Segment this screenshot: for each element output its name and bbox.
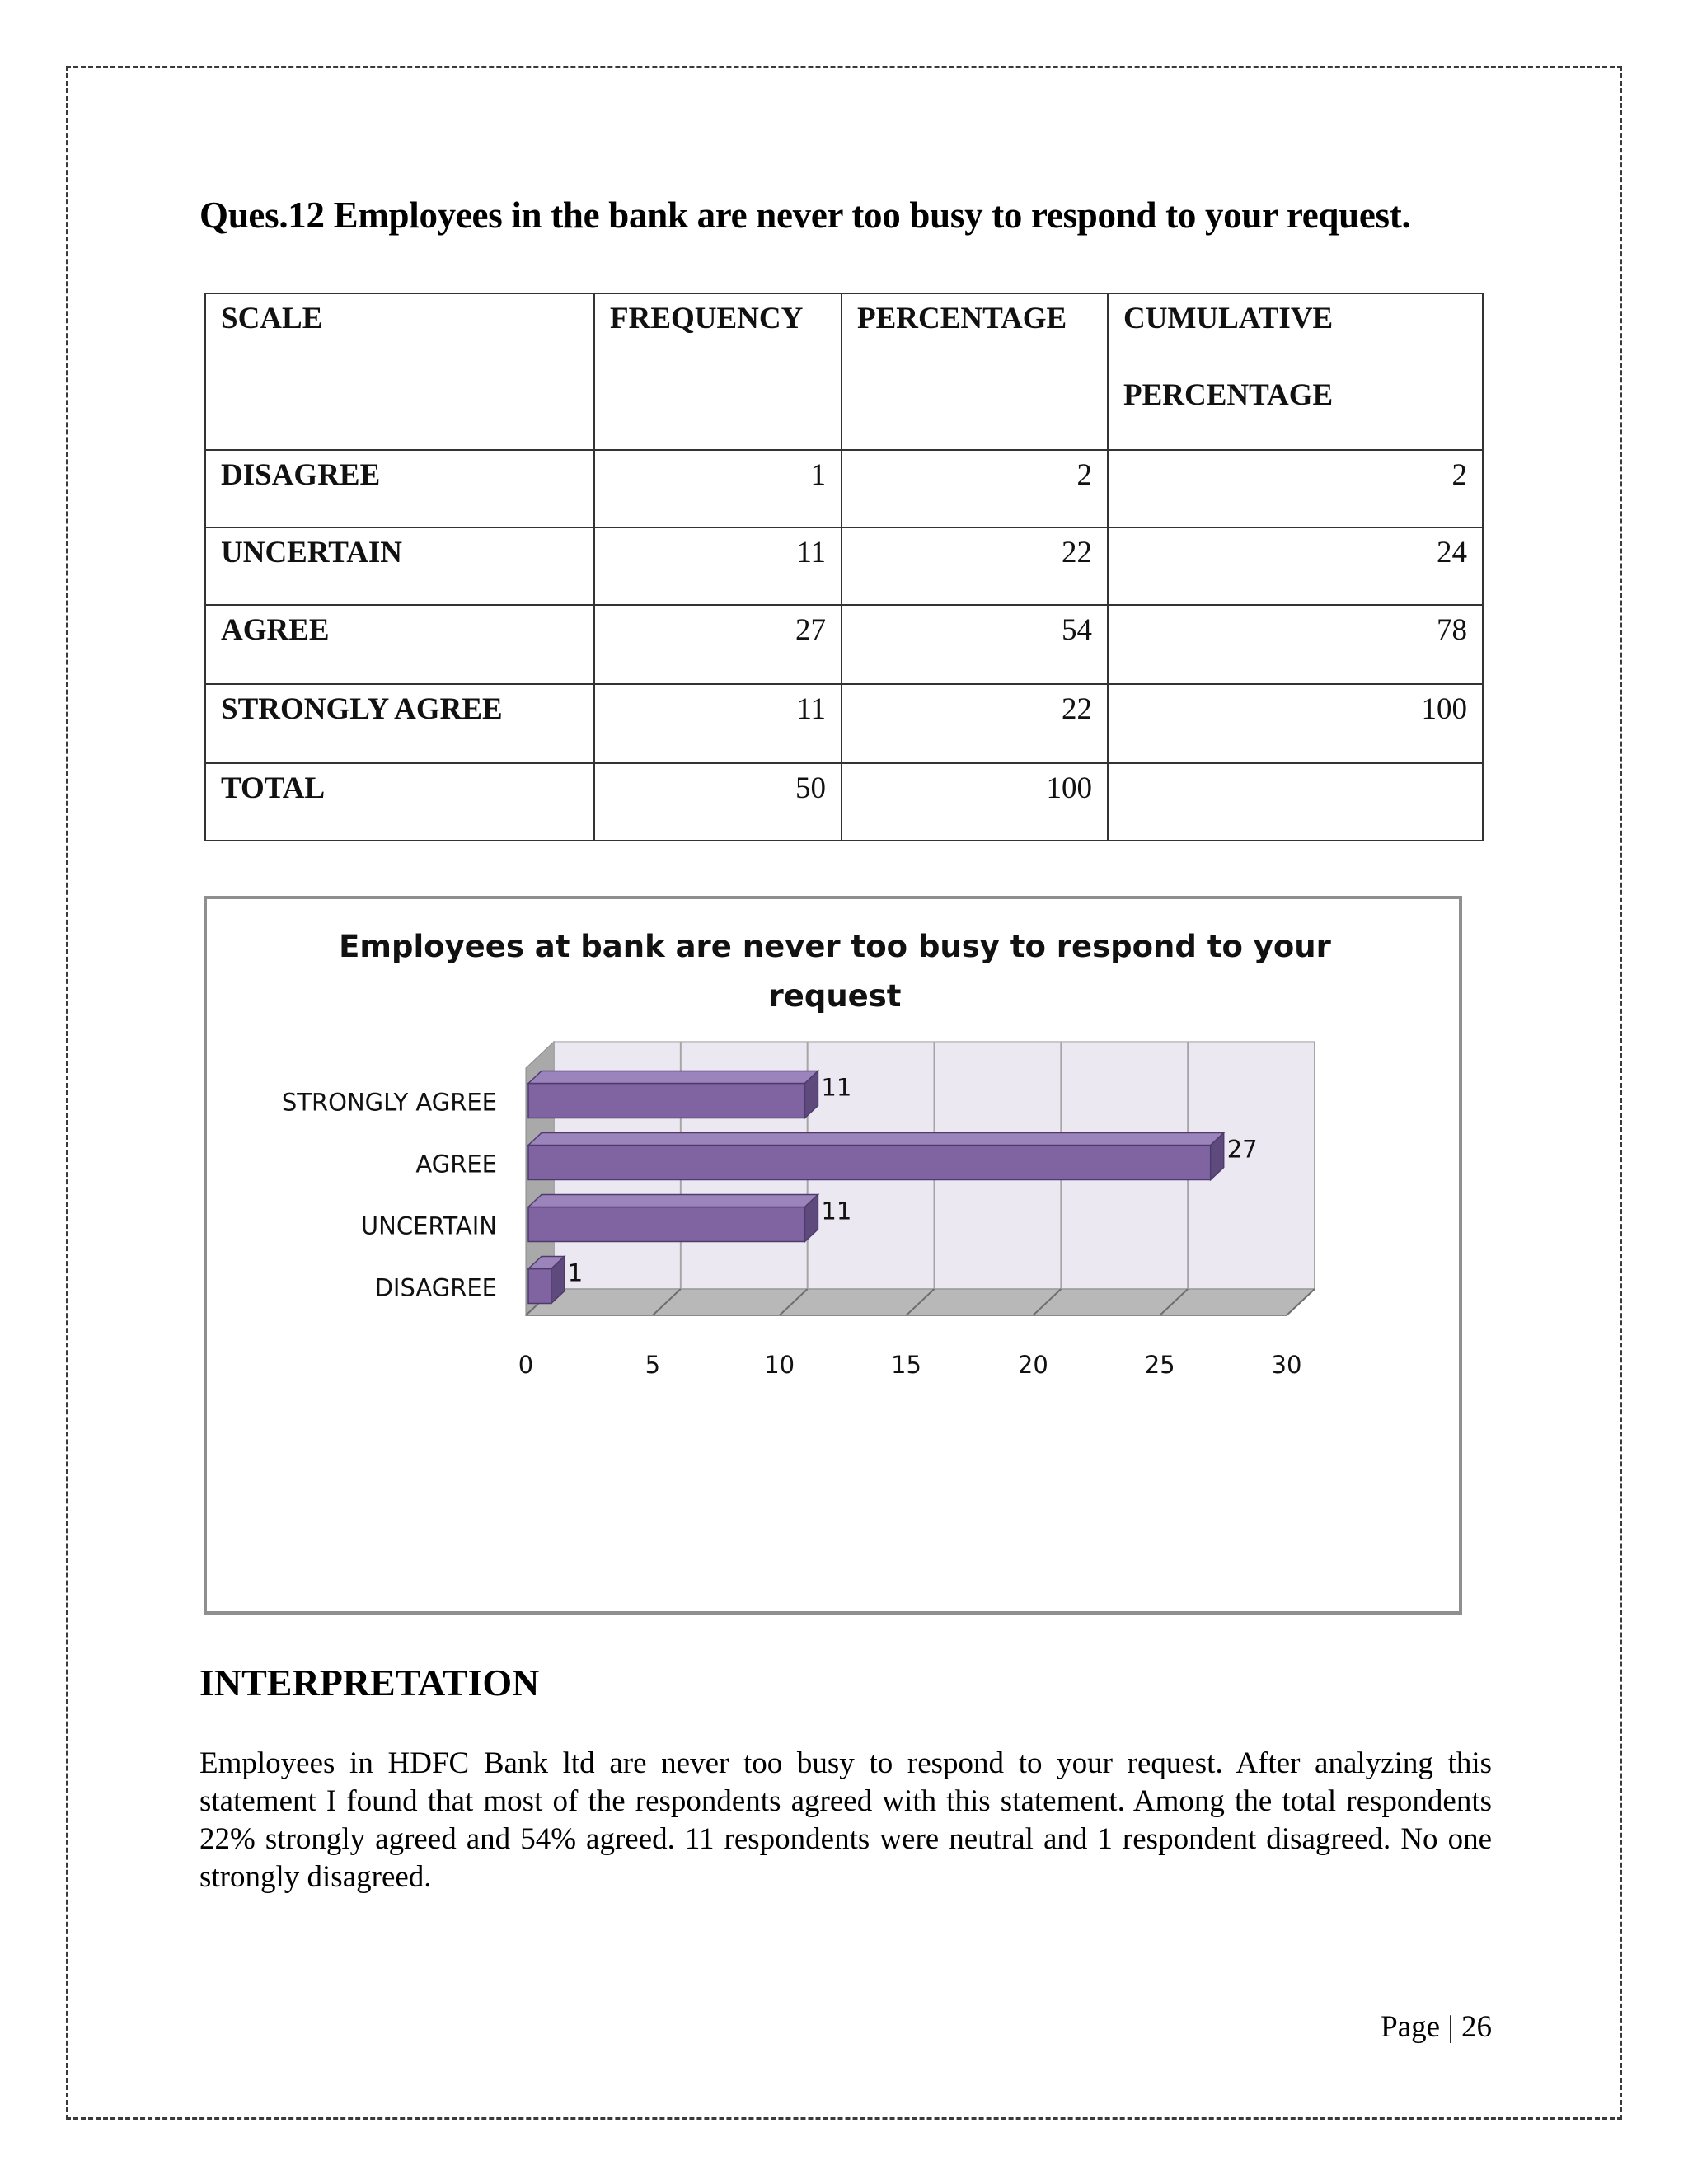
cell-frequency: 11 — [594, 684, 842, 763]
interpretation-heading: INTERPRETATION — [199, 1661, 540, 1704]
category-label: DISAGREE — [374, 1273, 497, 1302]
cell-percentage: 22 — [842, 527, 1108, 605]
bar-top-face — [528, 1071, 818, 1084]
page-number: Page | 26 — [1381, 2010, 1492, 2044]
x-tick-label: 25 — [1144, 1351, 1175, 1379]
bar — [528, 1146, 1211, 1180]
cell-frequency: 27 — [594, 605, 842, 684]
cell-frequency: 11 — [594, 527, 842, 605]
bar-data-label: 11 — [821, 1197, 852, 1226]
bar-data-label: 1 — [567, 1258, 584, 1287]
cell-frequency: 50 — [594, 763, 842, 841]
question-heading: Ques.12 Employees in the bank are never too busy to respond to your request. — [199, 194, 1411, 236]
header-percentage: PERCENTAGE — [842, 293, 1108, 450]
bar-top-face — [528, 1195, 818, 1207]
frequency-table — [204, 293, 1484, 841]
header-scale: SCALE — [205, 293, 594, 450]
x-tick-label: 20 — [1017, 1351, 1048, 1379]
chart-plot-area — [282, 1042, 1315, 1379]
table-row — [205, 605, 1483, 684]
category-label: UNCERTAIN — [360, 1212, 497, 1240]
cell-cumulative: 78 — [1108, 605, 1483, 684]
bar — [528, 1084, 804, 1118]
header-cumulative — [1108, 293, 1483, 450]
cell-scale: DISAGREE — [205, 450, 594, 527]
bar-top-face — [528, 1133, 1224, 1146]
bar — [528, 1269, 551, 1304]
cell-scale: STRONGLY AGREE — [205, 684, 594, 763]
bar — [528, 1207, 804, 1242]
cell-frequency: 1 — [594, 450, 842, 527]
table-row-total — [205, 763, 1483, 841]
cell-percentage: 100 — [842, 763, 1108, 841]
category-label: STRONGLY AGREE — [281, 1088, 497, 1117]
cell-scale: AGREE — [205, 605, 594, 684]
table-row — [205, 450, 1483, 527]
table-header-row — [205, 293, 1483, 450]
bar-chart — [204, 896, 1462, 1615]
cell-percentage: 54 — [842, 605, 1108, 684]
bar-data-label: 27 — [1226, 1135, 1258, 1164]
x-tick-label: 5 — [645, 1351, 661, 1379]
header-frequency: FREQUENCY — [594, 293, 842, 450]
interpretation-text: Employees in HDFC Bank ltd are never too busy to respond to your request. After analyzing this statement I found that most of the respondents agreed with this statement. Among the total respondents 22% strongly agreed and 54% agreed. 11 respondents were neutral and 1 respondent disagreed. No one strongly disagreed. — [199, 1746, 1492, 1894]
header-cumulative-line2: PERCENTAGE — [1123, 378, 1334, 412]
cell-scale: UNCERTAIN — [205, 527, 594, 605]
bar-data-label: 11 — [821, 1073, 852, 1102]
x-tick-label: 30 — [1271, 1351, 1302, 1379]
x-tick-label: 15 — [891, 1351, 921, 1379]
chart-title-line2: request — [768, 978, 902, 1014]
bar-chart-canvas — [207, 899, 1459, 1611]
table-row — [205, 527, 1483, 605]
table-row — [205, 684, 1483, 763]
header-cumulative-line1: CUMULATIVE — [1123, 302, 1334, 335]
x-tick-label: 0 — [518, 1351, 534, 1379]
cell-percentage: 22 — [842, 684, 1108, 763]
cell-scale: TOTAL — [205, 763, 594, 841]
category-label: AGREE — [415, 1150, 497, 1179]
cell-cumulative: 24 — [1108, 527, 1483, 605]
cell-percentage: 2 — [842, 450, 1108, 527]
x-tick-label: 10 — [764, 1351, 795, 1379]
cell-cumulative: 2 — [1108, 450, 1483, 527]
cell-cumulative: 100 — [1108, 684, 1483, 763]
chart-title-line1: Employees at bank are never too busy to respond to your — [339, 929, 1331, 964]
cell-cumulative — [1108, 763, 1483, 841]
